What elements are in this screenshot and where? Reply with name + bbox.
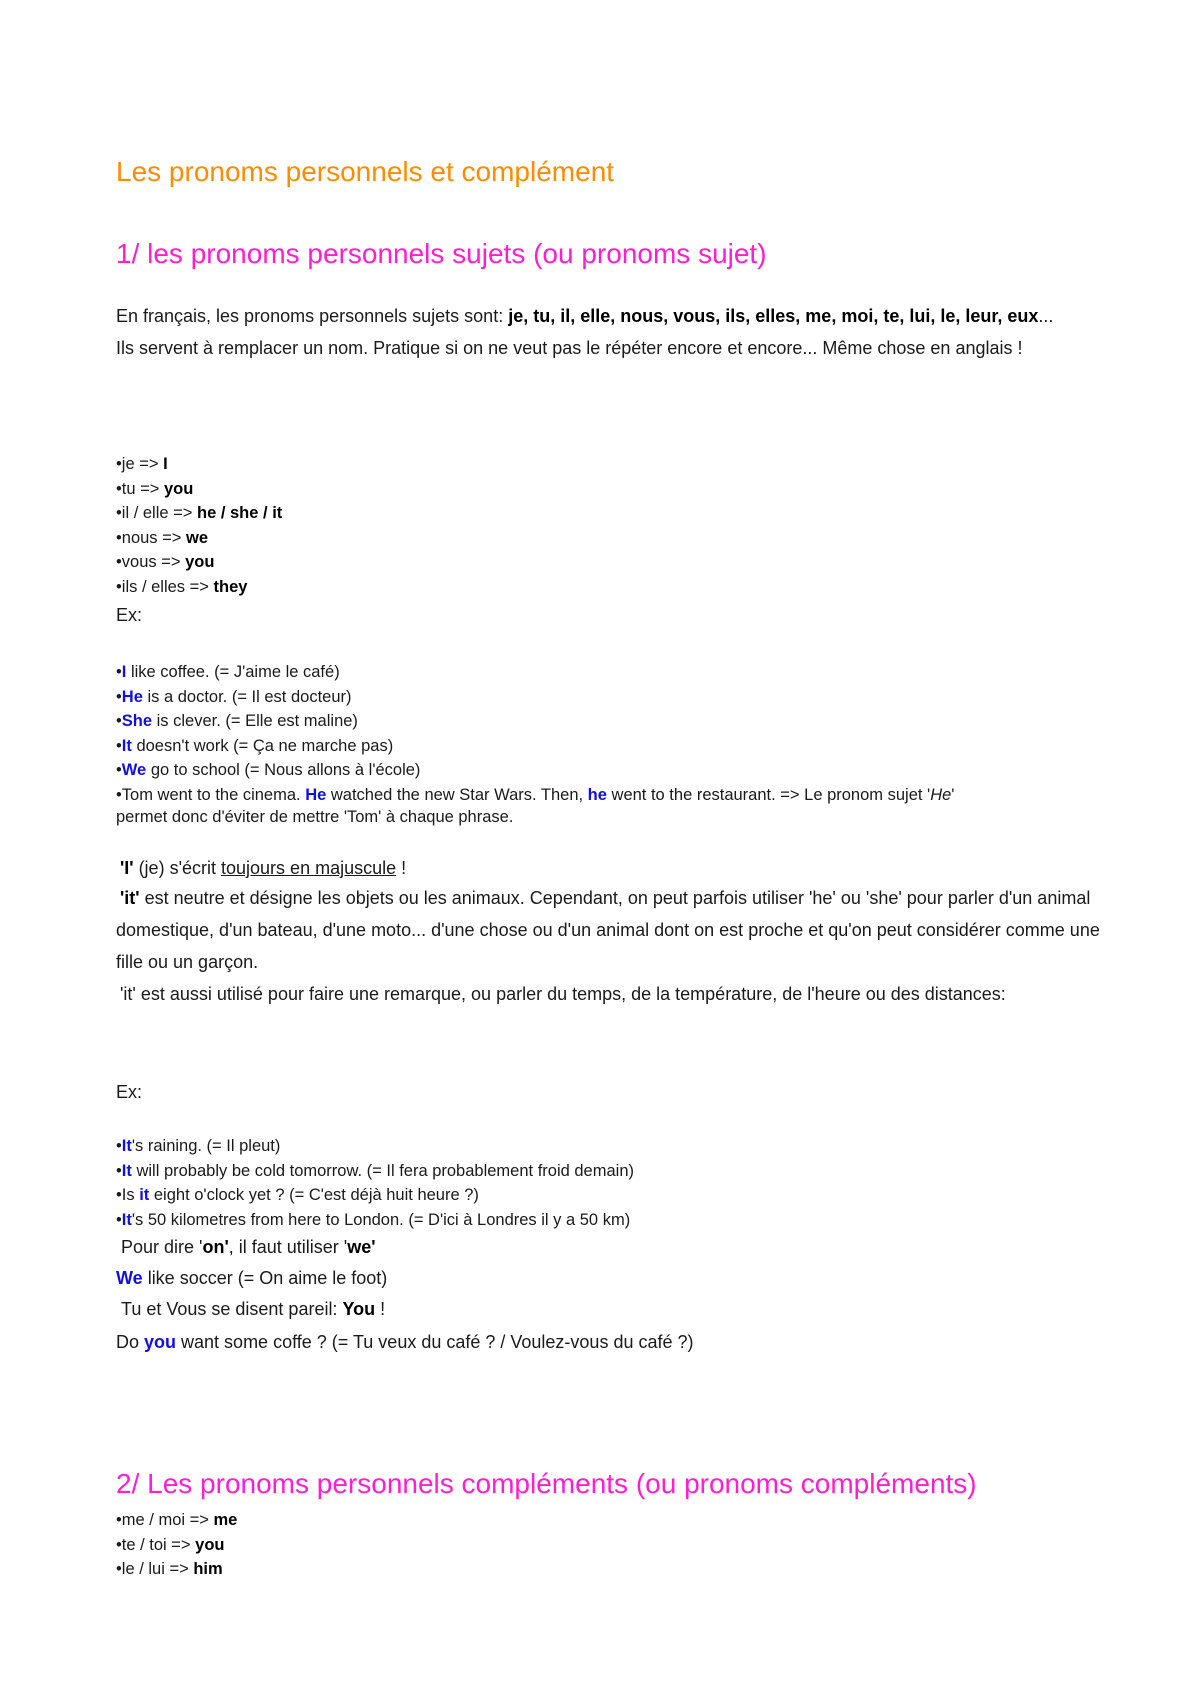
examples-label-2: Ex:: [116, 1082, 143, 1102]
bullet: •: [116, 761, 122, 779]
we-example: [116, 1268, 387, 1289]
example-text: like soccer (= On aime le foot): [142, 1268, 388, 1288]
highlight-pronoun: It: [121, 1161, 132, 1180]
example-text: •: [116, 1210, 122, 1229]
highlight-pronoun: he: [587, 785, 607, 804]
highlight-pronoun: It: [121, 1210, 132, 1229]
underlined-text: toujours en majuscule: [221, 858, 397, 878]
example-text: is a doctor. (= Il est docteur): [142, 687, 352, 706]
list-item: [116, 1533, 237, 1558]
example-text: 's 50 kilometres from here to London. (= D'ici à Londres il y a 50 km): [131, 1210, 631, 1229]
highlight-pronoun: He: [305, 785, 327, 804]
subject-pronoun-list: [116, 452, 282, 599]
section1-intro: [116, 300, 1096, 364]
pronoun-fr: •me / moi =>: [116, 1511, 214, 1529]
pronoun-fr: •il / elle =>: [116, 504, 197, 522]
pronoun-en: you: [185, 553, 215, 571]
example-text: is clever. (= Elle est maline): [152, 712, 358, 730]
intro-ellipsis: ...: [1038, 306, 1054, 326]
example-text: want some coffe ? (= Tu veux du café ? / Voulez-vous du café ?): [176, 1332, 694, 1352]
pronoun-fr: •nous =>: [116, 528, 186, 547]
example-text: •: [116, 1161, 122, 1180]
intro-pronoun-list: je, tu, il, elle, nous, vous, ils, elles, me, moi, te, lui, le, leur, eux: [508, 306, 1039, 326]
list-item: [116, 550, 282, 575]
note-bold: 'it': [120, 888, 140, 908]
highlight-pronoun: We: [121, 761, 147, 779]
highlight-pronoun: it: [139, 1186, 150, 1204]
highlight-pronoun: She: [121, 712, 153, 730]
note-bold: 'I': [120, 858, 134, 878]
pronoun-en: you: [163, 479, 194, 498]
object-pronoun-list: [116, 1508, 237, 1582]
note-text: !: [396, 858, 407, 878]
example-text: •Is: [116, 1186, 140, 1204]
list-item: [116, 477, 282, 502]
section2-heading: 2/ Les pronoms personnels compléments (ou pronoms compléments): [116, 1468, 977, 1499]
list-item: [116, 734, 954, 759]
pronoun-en: him: [193, 1560, 223, 1578]
example-text: 's raining. (= Il pleut): [131, 1137, 281, 1155]
highlight-pronoun: It: [121, 1137, 132, 1155]
note-text: !: [375, 1299, 386, 1319]
bullet: •: [116, 736, 122, 755]
highlight-pronoun: It: [121, 736, 132, 755]
pronoun-en: we: [186, 528, 209, 547]
example-text: like coffee. (= J'aime le café): [126, 663, 340, 681]
intro-text: En français, les pronoms personnels sujets sont:: [116, 306, 509, 326]
example-text: Do: [116, 1332, 145, 1352]
note-bold: You: [342, 1299, 376, 1319]
pronoun-fr: •ils / elles =>: [116, 577, 214, 596]
list-item: [116, 1508, 237, 1533]
example-text: went to the restaurant. => Le pronom sujet ': [606, 785, 931, 804]
list-item: [116, 1134, 634, 1159]
example-text: doesn't work (= Ça ne marche pas): [131, 736, 394, 755]
list-item: [116, 783, 954, 808]
pronoun-fr: •tu =>: [116, 479, 164, 498]
example-text: will probably be cold tomorrow. (= Il fera probablement froid demain): [131, 1161, 634, 1180]
list-item: [116, 1208, 634, 1233]
list-item: [116, 1557, 237, 1582]
note-it-usage: 'it' est aussi utilisé pour faire une remarque, ou parler du temps, de la température, de l'heure ou des distances:: [120, 984, 1006, 1004]
list-item: [116, 1183, 634, 1208]
list-item: [116, 660, 954, 685]
examples-list: [116, 660, 954, 827]
pronoun-en: I: [163, 455, 168, 473]
pronoun-en: he / she / it: [197, 504, 283, 522]
highlight-pronoun: We: [116, 1268, 143, 1288]
highlight-pronoun: you: [144, 1332, 177, 1352]
list-item-continuation: permet donc d'éviter de mettre 'Tom' à chaque phrase.: [116, 808, 514, 826]
note-text: (je) s'écrit: [133, 858, 222, 878]
list-item: [116, 758, 954, 783]
pronoun-en: you: [195, 1535, 225, 1554]
pronoun-en: they: [213, 577, 248, 596]
pronoun-fr: •te / toi =>: [116, 1535, 196, 1554]
pronoun-fr: •vous =>: [116, 553, 186, 571]
highlight-pronoun: I: [121, 663, 127, 681]
note-text: Tu et Vous se disent pareil:: [121, 1299, 343, 1319]
note-text: est neutre et désigne les objets ou les animaux. Cependant, on peut parfois utiliser 'he' ou 'she' pour parler d'un animal domestique, d'un bateau, d'une moto... d'une chose ou d'un animal dont on est proche et qu'on peut considérer comme une fille ou un garçon.: [116, 888, 1100, 972]
note-text: , il faut utiliser ': [228, 1237, 348, 1257]
examples-label: Ex:: [116, 605, 143, 625]
pronoun-en: me: [213, 1511, 238, 1529]
example-text: watched the new Star Wars. Then,: [326, 785, 588, 804]
pronoun-fr: •le / lui =>: [116, 1560, 194, 1578]
note-bold: we': [347, 1237, 376, 1257]
highlight-pronoun: He: [121, 687, 143, 706]
list-item: [116, 1159, 634, 1184]
list-item: [116, 575, 282, 600]
note-tu-vous: [121, 1299, 385, 1320]
document-title: Les pronoms personnels et complément: [116, 156, 615, 187]
example-text: ': [951, 785, 955, 804]
note-text: Pour dire ': [121, 1237, 203, 1257]
example-text: go to school (= Nous allons à l'école): [146, 761, 421, 779]
intro-second-paragraph: Ils servent à remplacer un nom. Pratique si on ne veut pas le répéter encore et encore... Même chose en anglais !: [116, 338, 1023, 358]
list-item: [116, 709, 954, 734]
list-item: [116, 685, 954, 710]
bullet: •: [116, 712, 122, 730]
note-on: [121, 1237, 376, 1258]
list-item: [116, 452, 282, 477]
note-bold: on': [202, 1237, 229, 1257]
it-examples-list: [116, 1134, 634, 1232]
italic-pronoun: He: [930, 785, 952, 804]
do-you-example: [116, 1332, 694, 1353]
section1-heading: 1/ les pronoms personnels sujets (ou pronoms sujet): [116, 238, 767, 269]
bullet: •: [116, 687, 122, 706]
note-capital-i: [120, 858, 406, 879]
pronoun-fr: •je =>: [116, 455, 164, 473]
example-text: •: [116, 1137, 122, 1155]
example-text: •Tom went to the cinema.: [116, 785, 306, 804]
bullet: •: [116, 663, 122, 681]
example-text: eight o'clock yet ? (= C'est déjà huit heure ?): [149, 1186, 479, 1204]
list-item: [116, 501, 282, 526]
note-it-paragraph: [116, 882, 1106, 1010]
list-item: [116, 526, 282, 551]
